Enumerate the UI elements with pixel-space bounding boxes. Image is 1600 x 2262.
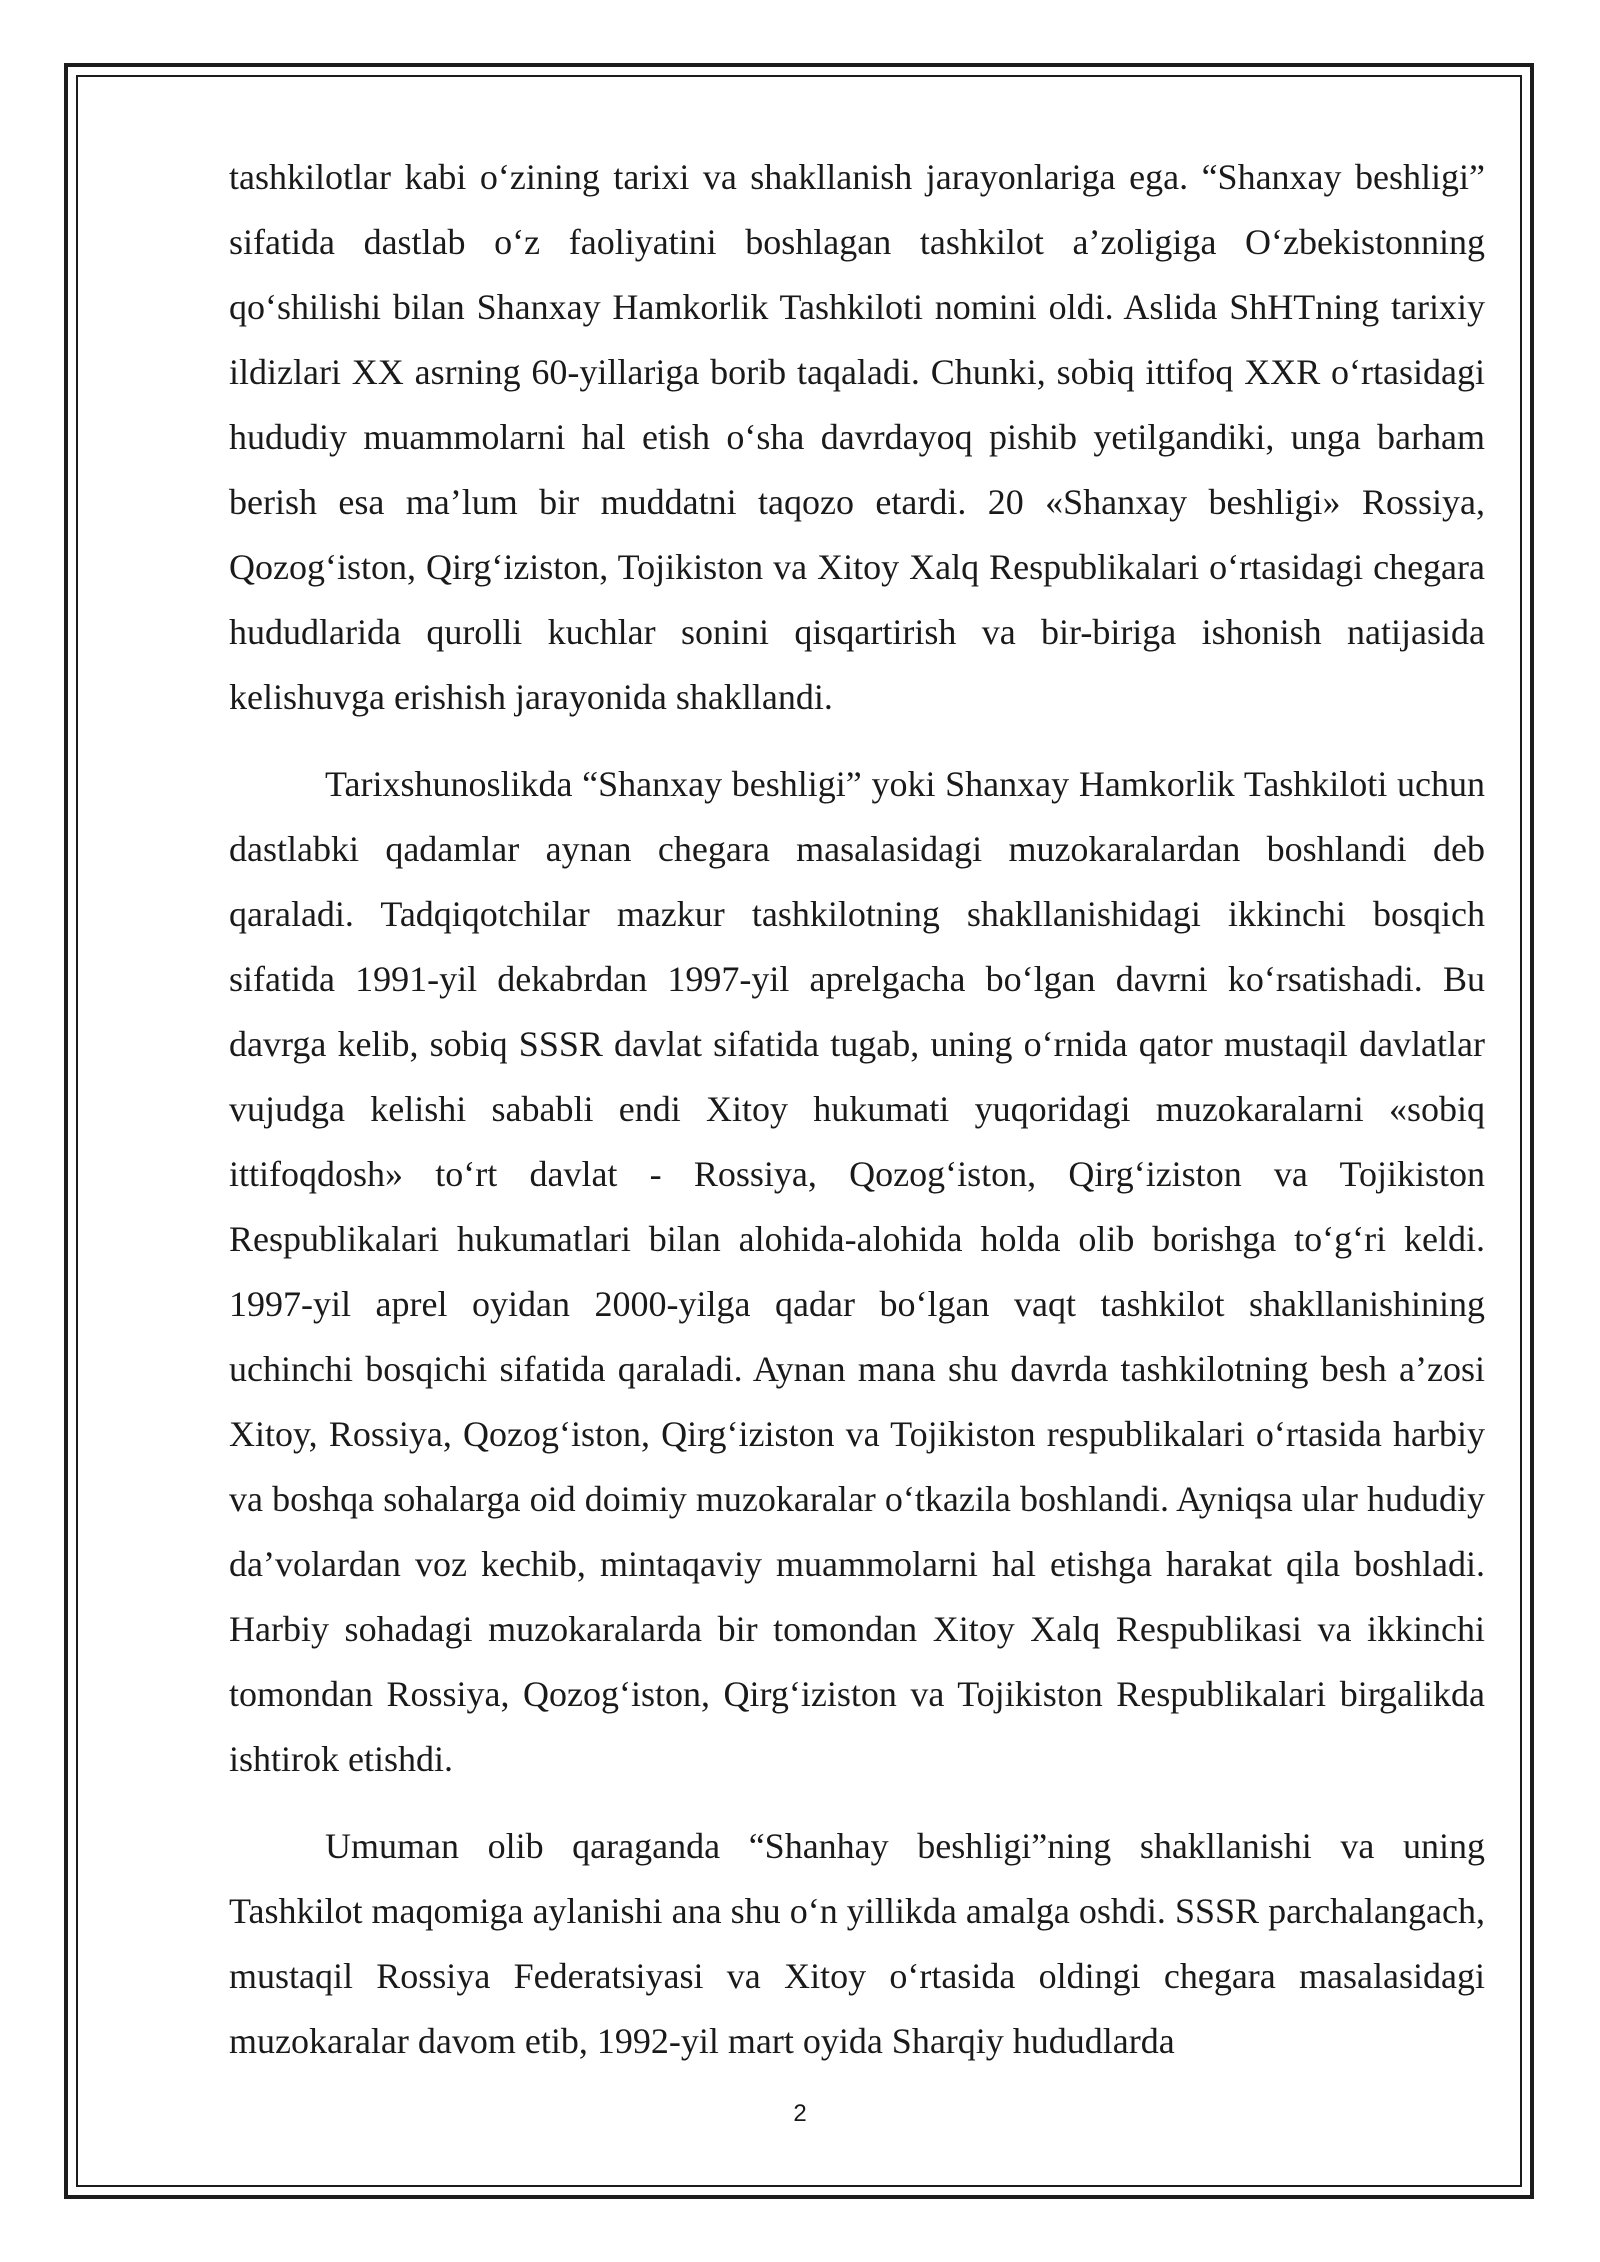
paragraph-1: tashkilotlar kabi o‘zining tarixi va shakllanish jarayonlariga ega. “Shanxay beshligi” sifatida dastlab o‘z faoliyatini boshlagan tashkilot a’zoligiga O‘zbekistonning qo‘shilishi bilan Shanxay Hamkorlik Tashkiloti nomini oldi. Aslida ShHTning tarixiy ildizlari XX asrning 60-yillariga borib taqaladi. Chunki, sobiq ittifoq XXR o‘rtasidagi hududiy muammolarni hal etish o‘sha davrdayoq pishib yetilgandiki, unga barham berish esa ma’lum bir muddatni taqozo etardi. 20 «Shanxay beshligi» Rossiya, Qozog‘iston, Qirg‘iziston, Tojikiston va Xitoy Xalq Respublikalari o‘rtasidagi chegara hududlarida qurolli kuchlar sonini qisqartirish va bir-biriga ishonish natijasida kelishuvga erishish jarayonida shakllandi. [229, 157, 1485, 717]
paragraph-2: Tarixshunoslikda “Shanxay beshligi” yoki Shanxay Hamkorlik Tashkiloti uchun dastlabki qadamlar aynan chegara masalasidagi muzokaralardan boshlandi deb qaraladi. Tadqiqotchilar mazkur tashkilotning shakllanishidagi ikkinchi bosqich sifatida 1991-yil dekabrdan 1997-yil aprelgacha bo‘lgan davrni ko‘rsatishadi. Bu davrga kelib, sobiq SSSR davlat sifatida tugab, uning o‘rnida qator mustaqil davlatlar vujudga kelishi sababli endi Xitoy hukumati yuqoridagi muzokaralarni «sobiq ittifoqdosh» to‘rt davlat - Rossiya, Qozog‘iston, Qirg‘iziston va Tojikiston Respublikalari hukumatlari bilan alohida-alohida holda olib borishga to‘g‘ri keldi. 1997-yil aprel oyidan 2000-yilga qadar bo‘lgan vaqt tashkilot shakllanishining uchinchi bosqichi sifatida qaraladi. Aynan mana shu davrda tashkilotning besh a’zosi Xitoy, Rossiya, Qozog‘iston, Qirg‘iziston va Tojikiston respublikalari o‘rtasida harbiy va boshqa sohalarga oid doimiy muzokaralar o‘tkazila boshlandi. Ayniqsa ular hududiy da’volardan voz kechib, mintaqaviy muammolarni hal etishga harakat qila boshladi. Harbiy sohadagi muzokaralarda bir tomondan Xitoy Xalq Respublikasi va ikkinchi tomondan Rossiya, Qozog‘iston, Qirg‘iziston va Tojikiston Respublikalari birgalikda ishtirok etishdi. [229, 764, 1485, 1779]
document-body [229, 145, 1485, 2074]
paragraph-3: Umuman olib qaraganda “Shanhay beshligi”ning shakllanishi va uning Tashkilot maqomiga aylanishi ana shu o‘n yillikda amalga oshdi. SSSR parchalangach, mustaqil Rossiya Federatsiyasi va Xitoy o‘rtasida oldingi chegara masalasidagi muzokaralar davom etib, 1992-yil mart oyida Sharqiy hududlarda [229, 1826, 1485, 2061]
page-number: 2 [793, 2100, 807, 2127]
